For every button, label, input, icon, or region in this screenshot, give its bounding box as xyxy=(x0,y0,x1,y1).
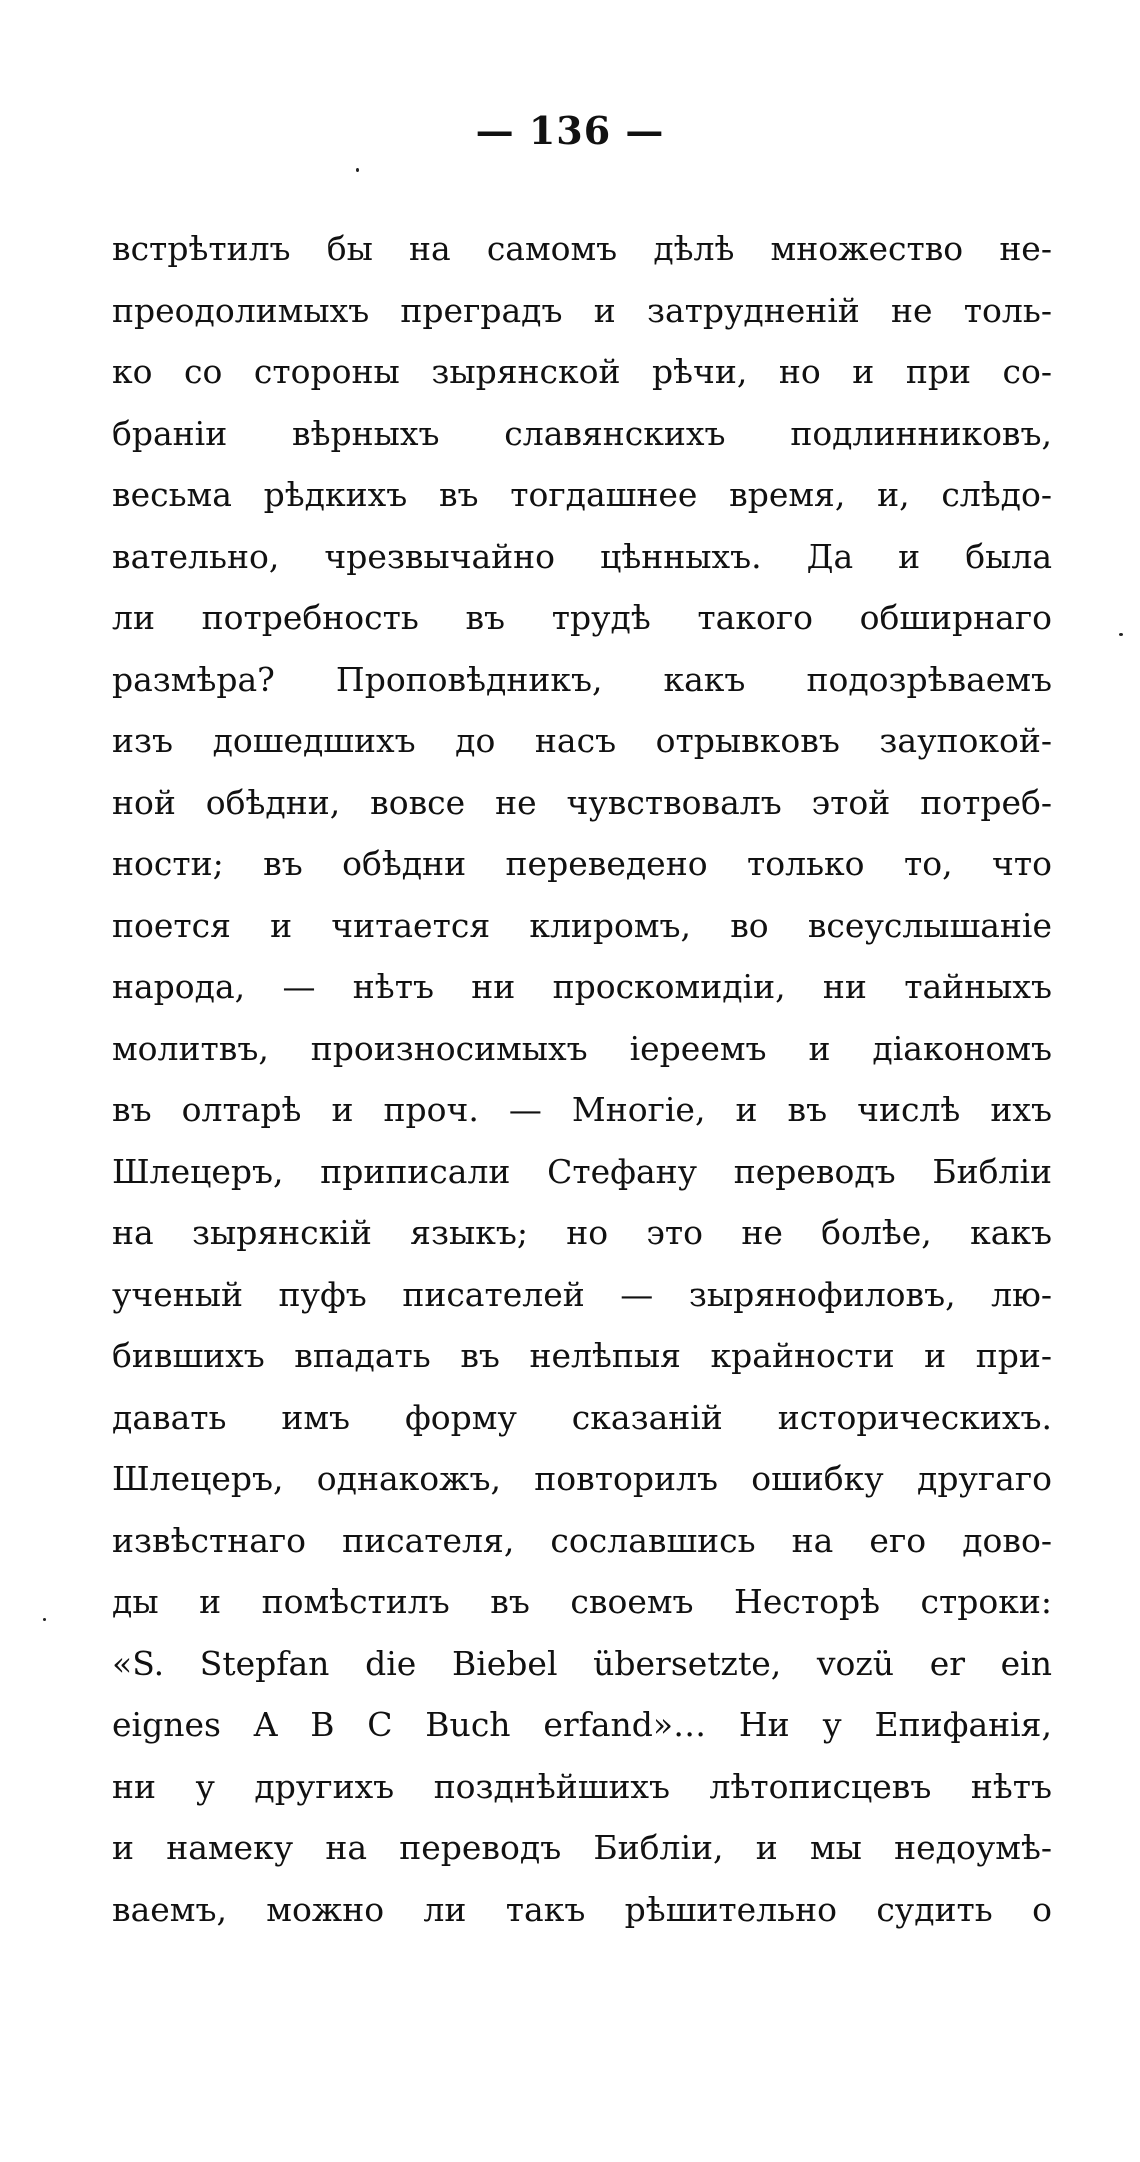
text-line: вательно, чрезвычайно цѣнныхъ. Да и была xyxy=(112,536,1052,576)
text-line: въ олтарѣ и проч. — Многіе, и въ числѣ ихъ xyxy=(112,1090,1052,1129)
page-number: — 136 — xyxy=(475,108,665,153)
text-line: Шлецеръ, приписали Стефану переводъ Библіи xyxy=(112,1151,1052,1191)
text-line: и намеку на переводъ Библіи, и мы недоумѣ- xyxy=(112,1828,1052,1867)
text-line: весьма рѣдкихъ въ тогдашнее время, и, слѣдо- xyxy=(112,475,1052,514)
text-line: ности; въ обѣдни переведено только то, что xyxy=(112,844,1052,883)
text-line: Шлецеръ, однакожъ, повторилъ ошибку другаго xyxy=(112,1459,1052,1498)
text-line: ной обѣдни, вовсе не чувствовалъ этой потреб- xyxy=(112,782,1052,822)
text-line: поется и читается клиромъ, во всеуслышаніе xyxy=(112,905,1052,945)
text-line: извѣстнаго писателя, сославшись на его дово- xyxy=(112,1520,1052,1560)
text-line: преодолимыхъ преградъ и затрудненій не толь- xyxy=(112,290,1052,330)
text-line: ученый пуфъ писателей — зырянофиловъ, лю- xyxy=(112,1274,1052,1314)
text-line: «S. Stepfan die Biebel übersetzte, vozü er ein xyxy=(112,1643,1052,1683)
scan-speck xyxy=(1119,633,1123,636)
text-line: давать имъ форму сказаній историческихъ. xyxy=(112,1397,1052,1437)
text-line: молитвъ, произносимыхъ іереемъ и діакономъ xyxy=(112,1028,1052,1068)
text-line: бившихъ впадать въ нелѣпыя крайности и при- xyxy=(112,1336,1052,1375)
scan-speck xyxy=(356,168,359,172)
text-line: ли потребность въ трудѣ такого обширнаго xyxy=(112,598,1052,637)
text-line: размѣра? Проповѣдникъ, какъ подозрѣваемъ xyxy=(112,659,1052,699)
body-text xyxy=(112,218,1052,1940)
scan-speck xyxy=(43,1618,46,1621)
text-line: народа, — нѣтъ ни проскомидіи, ни тайныхъ xyxy=(112,967,1052,1006)
text-line: ни у другихъ позднѣйшихъ лѣтописцевъ нѣтъ xyxy=(112,1766,1052,1806)
text-line: браніи вѣрныхъ славянскихъ подлинниковъ, xyxy=(112,413,1052,453)
text-line: изъ дошедшихъ до насъ отрывковъ заупокой- xyxy=(112,721,1052,760)
text-line: ваемъ, можно ли такъ рѣшительно судить о xyxy=(112,1889,1052,1929)
text-line: на зырянскій языкъ; но это не болѣе, какъ xyxy=(112,1213,1052,1252)
text-line: ко со стороны зырянской рѣчи, но и при со- xyxy=(112,352,1052,391)
text-line: встрѣтилъ бы на самомъ дѣлѣ множество не- xyxy=(112,229,1052,268)
text-line: ды и помѣстилъ въ своемъ Несторѣ строки: xyxy=(112,1582,1052,1621)
text-line: eignes A B C Buch erfand»… Ни у Епифанія, xyxy=(112,1705,1052,1744)
